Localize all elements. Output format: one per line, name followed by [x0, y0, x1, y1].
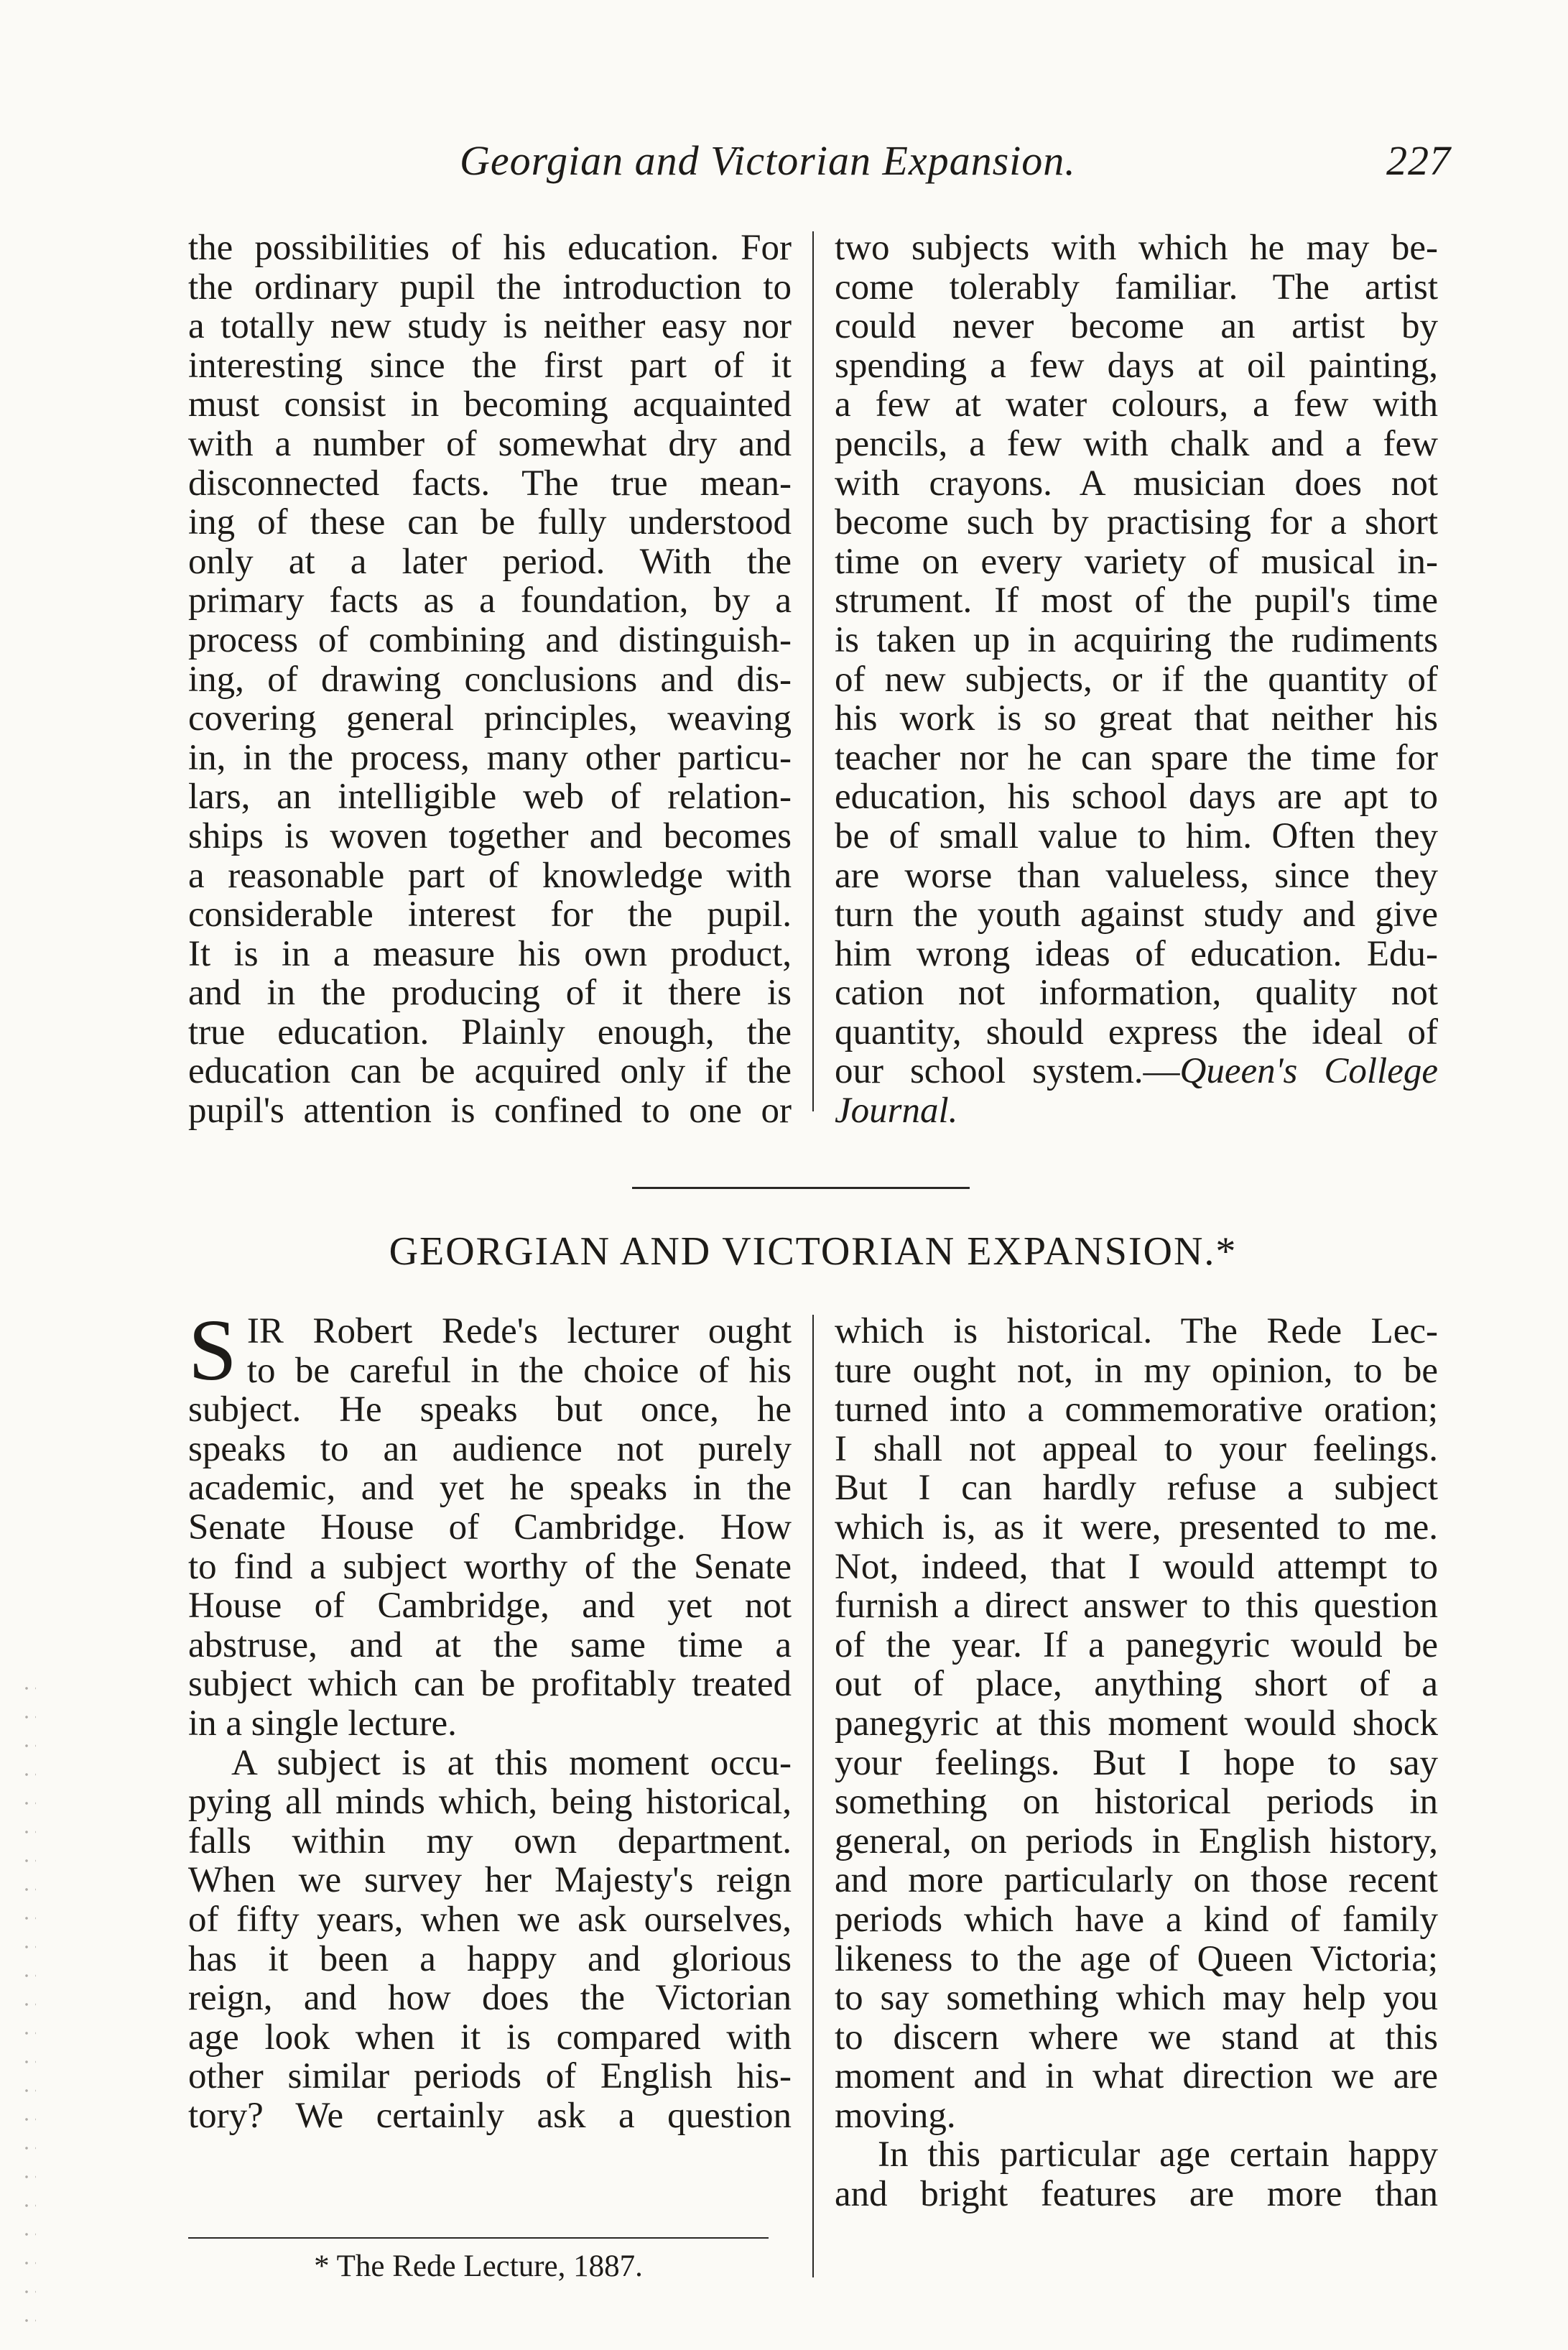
footnote: * The Rede Lecture, 1887. [314, 2249, 643, 2283]
text-line: true education. Plainly enough, the [188, 1012, 792, 1053]
text-line: other similar periods of English his- [188, 2056, 792, 2097]
margin-dot-marks [22, 1674, 36, 2342]
text-line: moment and in what direction we are [835, 2056, 1438, 2097]
text-line: is taken up in acquiring the rudiments [835, 619, 1438, 660]
text-line: turn the youth against study and give [835, 894, 1438, 935]
text-line: a totally new study is neither easy nor [188, 306, 792, 347]
text-line: When we survey her Majesty's reign [188, 1860, 792, 1901]
text-line [835, 1091, 1438, 1131]
text-line: quantity, should express the ideal of [835, 1012, 1438, 1053]
text-line: to discern where we stand at this [835, 2017, 1438, 2058]
text-line: pupil's attention is confined to one or [188, 1091, 792, 1132]
top-article-right-column [835, 228, 1438, 1131]
text-line: time on every variety of musical in- [835, 541, 1438, 582]
text-line: the ordinary pupil the introduction to [188, 267, 792, 307]
text-line: I shall not appeal to your feelings. [835, 1428, 1438, 1469]
source-italic-end: Journal. [835, 1091, 958, 1132]
text-line: general, on periods in English history, [835, 1821, 1438, 1861]
text-line: falls within my own department. [188, 1821, 792, 1861]
text-line: his work is so great that neither his [835, 698, 1438, 739]
text-line: of the year. If a panegyric would be [835, 1624, 1438, 1665]
text-line: subject. He speaks but once, he [188, 1389, 792, 1430]
text-line: and more particularly on those recent [835, 1860, 1438, 1901]
text-line: ture ought not, in my opinion, to be [835, 1350, 1438, 1391]
text-line: are worse than valueless, since they [835, 855, 1438, 896]
text-line: disconnected facts. The true mean- [188, 463, 792, 504]
text-line: with a number of somewhat dry and [188, 423, 792, 464]
text-line: ships is woven together and becomes [188, 815, 792, 856]
text-line: a few at water colours, a few with [835, 384, 1438, 425]
column-rule-bottom [812, 1315, 814, 2277]
text-line: in a single lecture. [188, 1703, 457, 1744]
text-line: and bright features are more than [835, 2174, 1438, 2215]
text-line: be of small value to him. Often they [835, 815, 1438, 856]
text-line: age look when it is compared with [188, 2017, 792, 2058]
text-line: abstruse, and at the same time a [188, 1624, 792, 1665]
text-line: ing, of drawing conclusions and dis- [188, 659, 792, 700]
column-rule-top [812, 231, 814, 1111]
text-line: could never become an artist by [835, 306, 1438, 347]
running-head [460, 137, 1451, 185]
text-line: two subjects with which he may be- [835, 228, 1438, 268]
footnote-rule [188, 2237, 769, 2239]
text-line: interesting since the first part of it [188, 345, 792, 386]
text-line: teacher nor he can spare the time for [835, 737, 1438, 778]
text-line: subject which can be profitably treated [188, 1664, 792, 1705]
text-line: and in the producing of it there is [188, 973, 792, 1014]
text-line: education, his school days are apt to [835, 777, 1438, 818]
text-line: tory? We certainly ask a question [188, 2095, 792, 2136]
text-line: strument. If most of the pupil's time [835, 580, 1438, 621]
text-line: IR Robert Rede's lecturer ought [246, 1311, 792, 1351]
text-line: ing of these can be fully understood [188, 502, 792, 543]
section-right-column [835, 1312, 1438, 2214]
text-line: the possibilities of his education. For [188, 228, 792, 268]
section-left-column [188, 1302, 792, 2136]
text-line: something on historical periods in [835, 1782, 1438, 1823]
text-line: pencils, a few with chalk and a few [835, 423, 1438, 464]
text-line: which is historical. The Rede Lec- [835, 1311, 1438, 1351]
text-line: to be careful in the choice of his [246, 1350, 792, 1391]
page-number: 227 [1386, 137, 1451, 184]
source-italic: Queen's College [1179, 1051, 1438, 1092]
text-line: periods which have a kind of family [835, 1899, 1438, 1940]
text-line: education can be acquired only if the [188, 1051, 792, 1092]
text-line: House of Cambridge, and yet not [188, 1586, 792, 1627]
text-line: covering general principles, weaving [188, 698, 792, 739]
text-line: considerable interest for the pupil. [188, 894, 792, 935]
text-line: cation not information, quality not [835, 973, 1438, 1014]
text-line: must consist in becoming acquainted [188, 384, 792, 425]
text-line: A subject is at this moment occu- [231, 1742, 792, 1783]
text-line: come tolerably familiar. The artist [835, 267, 1438, 307]
text-line: reign, and how does the Victorian [188, 1978, 792, 2019]
text-line: pying all minds which, being historical, [188, 1782, 792, 1823]
text-line: turned into a commemorative oration; [835, 1389, 1438, 1430]
text-line: our school system.—Queen's College [835, 1051, 1438, 1092]
text-line: moving. [835, 2095, 956, 2136]
text-line: Not, indeed, that I would attempt to [835, 1546, 1438, 1587]
drop-cap: S [188, 1302, 237, 1399]
text-line: primary facts as a foundation, by a [188, 580, 792, 621]
text-line: In this particular age certain happy [878, 2134, 1438, 2175]
text-line: only at a later period. With the [188, 541, 792, 582]
text-line: which is, as it were, presented to me. [835, 1507, 1438, 1548]
text-line: speaks to an audience not purely [188, 1428, 792, 1469]
section-title: GEORGIAN AND VICTORIAN EXPANSION.* [389, 1229, 1238, 1274]
text-line: with crayons. A musician does not [835, 463, 1438, 504]
text-line: has it been a happy and glorious [188, 1938, 792, 1979]
top-article-left-column [188, 228, 792, 1131]
text-line: furnish a direct answer to this question [835, 1586, 1438, 1627]
text-line: in, in the process, many other particu- [188, 737, 792, 778]
text-line: to say something which may help you [835, 1978, 1438, 2019]
text-line: likeness to the age of Queen Victoria; [835, 1938, 1438, 1979]
running-head-title: Georgian and Victorian Expansion. [460, 137, 1076, 184]
text-line: of fifty years, when we ask ourselves, [188, 1899, 792, 1940]
text-line: But I can hardly refuse a subject [835, 1468, 1438, 1509]
text-line: academic, and yet he speaks in the [188, 1468, 792, 1509]
text-line: to find a subject worthy of the Senate [188, 1546, 792, 1587]
text-line: It is in a measure his own product, [188, 933, 792, 974]
section-divider [632, 1187, 970, 1189]
text-line: become such by practising for a short [835, 502, 1438, 543]
text-line: your feelings. But I hope to say [835, 1742, 1438, 1783]
text-line: of new subjects, or if the quantity of [835, 659, 1438, 700]
text-line: process of combining and distinguish- [188, 619, 792, 660]
text-line: spending a few days at oil painting, [835, 345, 1438, 386]
text-line: him wrong ideas of education. Edu- [835, 933, 1438, 974]
text-line: out of place, anything short of a [835, 1664, 1438, 1705]
text-line: panegyric at this moment would shock [835, 1703, 1438, 1744]
text-line: a reasonable part of knowledge with [188, 855, 792, 896]
text-line: Senate House of Cambridge. How [188, 1507, 792, 1548]
text-line: lars, an intelligible web of relation- [188, 777, 792, 818]
